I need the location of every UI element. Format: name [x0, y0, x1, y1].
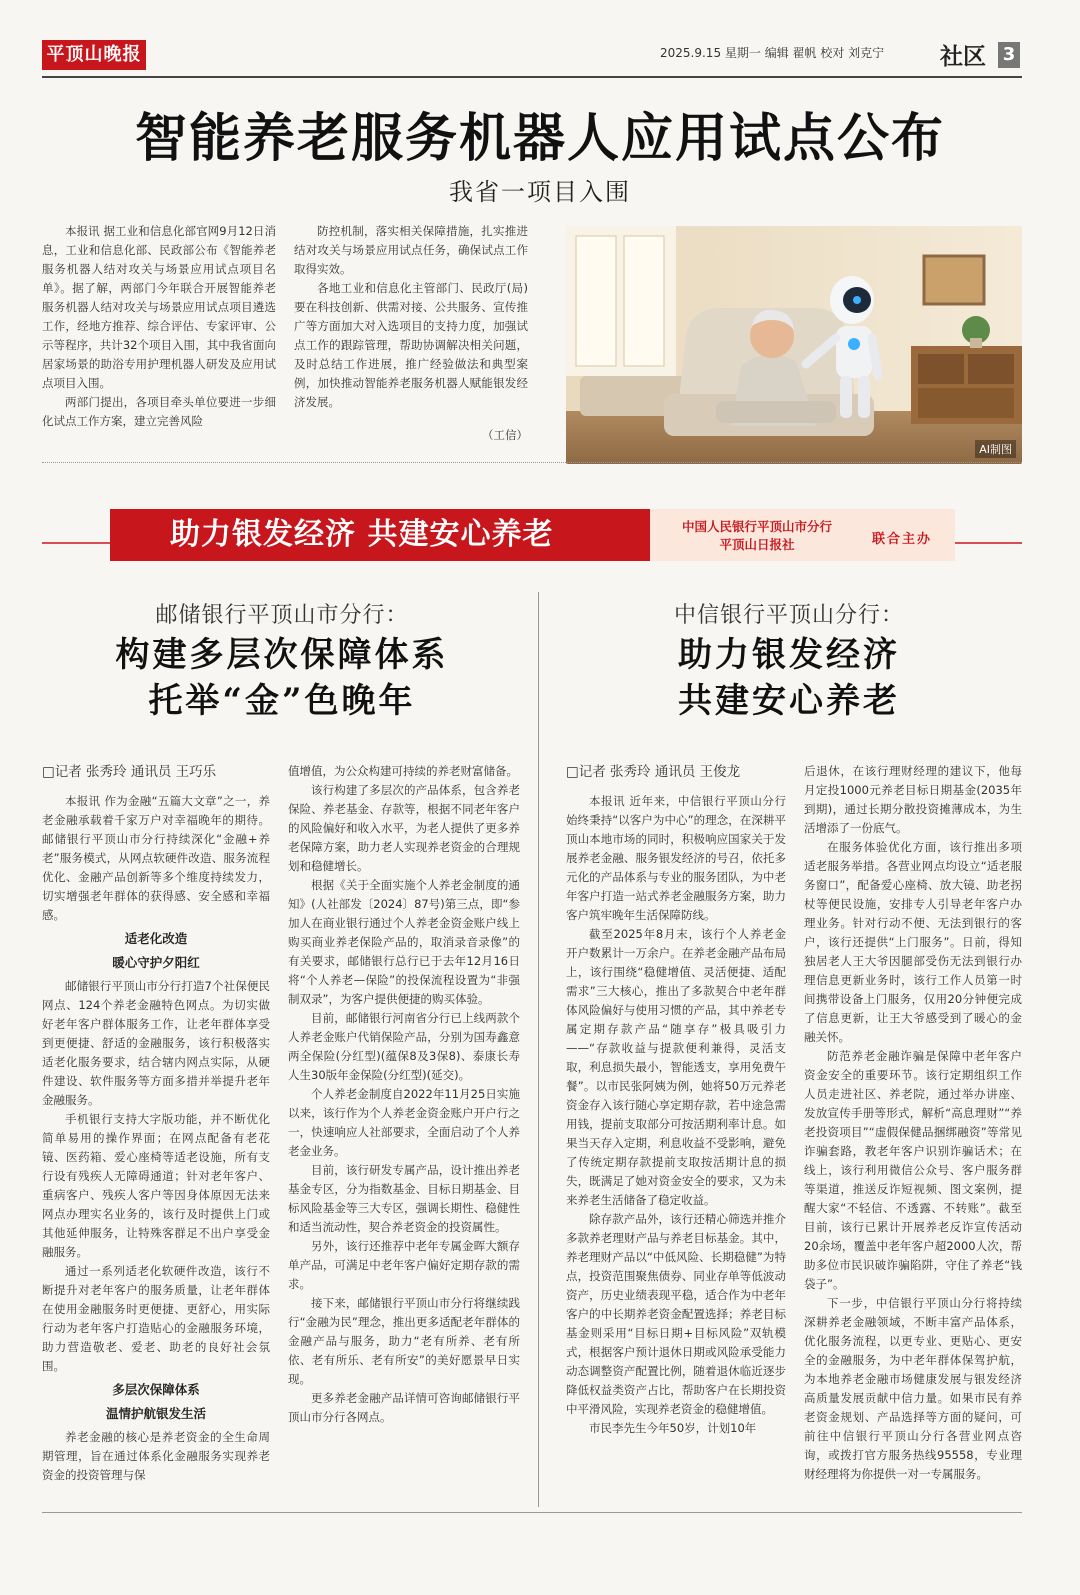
sponsor-1: 中国人民银行平顶山市分行 [682, 519, 833, 534]
footer-rule [42, 1512, 1022, 1513]
paragraph: 除存款产品外，该行还精心筛选并推介多款养老理财产品与养老目标基金。其中，养老理财产品以“中低风险、长期稳健”为特点，投资范围聚焦债券、同业存单等低波动资产，历史业绩表现平稳，适合作为中老年客户的中长期养老资金配置选择；养老目标基金则采用“目标日期+目标风险”双轨模式，根据客户预计退休日期或风险承受能力动态调整资产配置比例，随着退休临近逐步降低权益类资产占比，帮助客户在长期投资中平滑风险，实现养老资金的稳健增值。 [566, 1212, 786, 1416]
left-article-column-2 [288, 762, 520, 1510]
left-article-column-1 [42, 792, 270, 1510]
dateline: 2025.9.15 星期一 编辑 翟帆 校对 刘克宁 [660, 46, 885, 60]
title-line-2: 托举“金”色晚年 [148, 681, 416, 721]
paragraph: 接下来，邮储银行平顶山市分行将继续践行“金融为民”理念，推出更多适配老年群体的金融产品与服务，助力“老有所养、老有所依、老有所乐、老有所安”的美好愿景早日实现。 [288, 1296, 520, 1386]
paragraph: 两部门提出，各项目牵头单位要进一步细化试点工作方案，建立完善风险 [42, 395, 276, 428]
news-source: （工信） [482, 428, 528, 442]
right-article-title [556, 632, 1022, 724]
banner-title: 助力银发经济 共建安心养老 [110, 509, 650, 561]
subheading: 暖心守护夕阳红 [112, 955, 200, 970]
lead-subhead: 我省一项目入围 [449, 178, 631, 206]
paragraph: 养老金融的核心是养老资金的全生命周期管理，旨在通过体系化金融服务实现养老资金的投资管理与保 [42, 1430, 270, 1482]
right-article-column-2 [804, 762, 1022, 1510]
paragraph: 本报讯 据工业和信息化部官网9月12日消息，工业和信息化部、民政部公布《智能养老服务机器人结对攻关与场景应用试点项目名单》。据了解，两部门今年联合开展智能养老服务机器人结对攻关与场景应用试点项目遴选工作，经地方推荐、综合评估、专家评审、公示等程序，共计32个项目入围，其中我省面向居家场景的助浴专用护理机器人研发及应用试点项目入围。 [42, 224, 276, 390]
dotted-divider [42, 462, 1022, 463]
subheading: 适老化改造 [124, 931, 188, 946]
paragraph: 目前，邮储银行河南省分行已上线两款个人养老金账户代销保险产品，分别为国寿鑫意两全保险(分红型)(蕴保8及3保8)、泰康长寿人生30版年金保险(分红型)(延交)。 [288, 1011, 520, 1082]
paragraph: 各地工业和信息化主管部门、民政厅(局)要在科技创新、供需对接、公共服务、宣传推广等方面加大对入选项目的支持力度，加强试点工作的跟踪管理，帮助协调解决相关问题，及时总结工作进展，推广经验做法和典型案例，加快推动智能养老服务机器人赋能银发经济发展。 [294, 281, 528, 409]
paragraph: 目前，该行研发专属产品，设计推出养老基金专区，分为指数基金、目标日期基金、目标风险基金等三大专区，强调长期性、稳健性和适当流动性，契合养老资金的投资属性。 [288, 1163, 520, 1234]
section-name: 社区 [940, 43, 986, 70]
paragraph: 通过一系列适老化软硬件改造，该行不断提升对老年客户的服务质量，让老年群体在使用金融服务时更便捷、更舒心，用实际行动为老年客户打造贴心的金融服务环境，助力营造敬老、爱老、助老的良好社会氛围。 [42, 1264, 270, 1373]
paragraph: 后退休，在该行理财经理的建议下，他每月定投1000元养老目标日期基金(2035年到期)，通过长期分散投资摊薄成本，为生活增添了一份底气。 [804, 764, 1022, 835]
paragraph: 本报讯 作为金融“五篇大文章”之一，养老金融承载着千家万户对幸福晚年的期待。邮储银行平顶山市分行持续深化“金融+养老”服务模式，从网点软硬件改造、服务流程优化、金融产品创新等多个维度持续发力，切实增强老年群体的获得感、安全感和幸福感。 [42, 794, 270, 922]
banner-co-host: 联合主办 [872, 532, 933, 547]
column-divider [538, 592, 539, 1507]
paragraph: 防控机制，落实相关保障措施，扎实推进结对攻关与场景应用试点任务，确保试点工作取得实效。 [294, 224, 528, 276]
subheading: 多层次保障体系 [112, 1382, 200, 1397]
left-article-byline: □记者 张秀玲 通讯员 王巧乐 [42, 764, 217, 780]
banner-ornament-right [955, 536, 1022, 550]
banner-ornament-left [42, 536, 110, 550]
paragraph: 在服务体验优化方面，该行推出多项适老服务举措。各营业网点均设立“适老服务窗口”，配备爱心座椅、放大镜、助老拐杖等便民设施，安排专人引导老年客户办理业务。针对行动不便、无法到银行的客户，该行还提供“上门服务”。日前，得知独居老人王大爷因腿部受伤无法到银行办理信息更新业务时，该行工作人员第一时间携带设备上门服务，仅用20分钟便完成了信息更新，让王大爷感受到了暖心的金融关怀。 [804, 840, 1022, 1044]
newspaper-logo: 平顶山晚报 [42, 40, 146, 70]
left-article-bank: 邮储银行平顶山市分行： [155, 603, 409, 628]
paragraph: 截至2025年8月末，该行个人养老金开户数累计一万余户。在养老金融产品布局上，该行围绕“稳健增值、灵活便捷、适配需求”三大核心，推出了多款契合中老年群体风险偏好与使用习惯的产品，其中养老专属定期存款产品“随享存”极具吸引力——“存款收益与提款便利兼得，灵活支取，利息损失最小，智能透支，享用免费午餐”。以市民张阿姨为例，她将50万元养老资金存入该行随心享定期存款，若中途急需用钱，提前支取部分可按活期利率计息。如果当天存入定期，利息收益不受影响，避免了传统定期存款提前支取按活期计息的损失，既满足了她对资金安全的要求，又为未来养老生活储备了稳定收益。 [566, 927, 786, 1207]
paragraph: 另外，该行还推荐中老年专属金晖大额存单产品，可满足中老年客户偏好定期存款的需求。 [288, 1239, 520, 1291]
paragraph: 本报讯 近年来，中信银行平顶山分行始终秉持“以客户为中心”的理念，在深耕平顶山本地市场的同时，积极响应国家关于发展养老金融、服务银发经济的号召，依托多元化的产品体系与专业的服务团队，为中老年客户打造一站式养老金融服务方案，助力客户筑牢晚年生活保障防线。 [566, 794, 786, 922]
paragraph: 更多养老金融产品详情可咨询邮储银行平顶山市分行各网点。 [288, 1391, 520, 1424]
header-rule [42, 76, 1022, 78]
sponsor-2: 平顶山日报社 [719, 537, 795, 552]
right-article-bank: 中信银行平顶山分行： [673, 603, 904, 628]
right-article-column-1 [566, 792, 786, 1510]
illustration-svg [566, 226, 1022, 464]
left-article-title [42, 632, 522, 724]
paragraph: 市民李先生今年50岁，计划10年 [589, 1421, 757, 1435]
paragraph: 防范养老金融诈骗是保障中老年客户资金安全的重要环节。该行定期组织工作人员走进社区、养老院，通过举办讲座、发放宣传手册等形式，解析“高息理财”“养老投资项目”“虚假保健品捆绑融资”等常见诈骗套路，教老年客户识别诈骗话术；在线上，该行利用微信公众号、客户服务群等渠道，推送反诈短视频、图文案例，提醒大家“不轻信、不透露、不转账”。截至目前，该行已累计开展养老反诈宣传活动20余场，覆盖中老年客户超2000人次，帮助多位市民识破诈骗陷阱，守住了养老“钱袋子”。 [804, 1049, 1022, 1291]
lead-headline: 智能养老服务机器人应用试点公布 [134, 108, 945, 169]
right-article-byline: □记者 张秀玲 通讯员 王俊龙 [566, 764, 741, 780]
paragraph: 根据《关于全面实施个人养老金制度的通知》(人社部发〔2024〕87号)第三点，即“参加人在商业银行通过个人养老金资金账户线上购买商业养老保险产品的，取消录音录像”的有关要求，邮储银行总行已于去年12月16日将“个人养老—保险”的投保流程设置为“非强制双录”，为客户提供便捷的购买体验。 [288, 878, 520, 1006]
title-line-1: 构建多层次保障体系 [115, 635, 449, 675]
title-line-1: 助力银发经济 [678, 635, 900, 675]
paragraph: 手机银行支持大字版功能，并不断优化简单易用的操作界面；在网点配备有老花镜、医药箱、爱心座椅等适老设施，所有支行设有残疾人无障碍通道；针对老年客户、重病客户、残疾人客户等因身体原因无法来网点办理实名业务的，该行及时提供上门或其他延伸服务，让特殊客群足不出户享受金融服务。 [42, 1112, 270, 1259]
paragraph: 邮储银行平顶山市分行打造7个社保便民网点、124个养老金融特色网点。为切实做好老年客户群体服务工作，让老年群体享受到更便捷、舒适的金融服务，该行积极落实适老化服务要求，结合辖内网点实际，从硬件建设、软件服务等方面多措并举提升老年金融服务。 [42, 979, 270, 1107]
lead-column-2 [294, 222, 528, 445]
paragraph: 个人养老金制度自2022年11月25日实施以来，该行作为个人养老金资金账户开户行之一，快速响应人社部要求，全面启动了个人养老金业务。 [288, 1087, 520, 1158]
subheading: 温情护航银发生活 [105, 1406, 206, 1421]
banner-sponsors [682, 518, 832, 554]
page-number: 3 [998, 42, 1020, 68]
lead-column-1 [42, 222, 276, 431]
paragraph: 下一步，中信银行平顶山分行将持续深耕养老金融领域，不断丰富产品体系，优化服务流程，以更专业、更贴心、更安全的金融服务，为中老年群体保驾护航，为本地养老金融市场健康发展与银发经济高质量发展贡献中信力量。如果市民有养老资金规划、产品选择等方面的疑问，可前往中信银行平顶山分行各营业网点咨询，或拨打官方服务热线95558，专业理财经理将为你提供一对一专属服务。 [804, 1296, 1022, 1481]
title-line-2: 共建安心养老 [678, 681, 900, 721]
robot-elder-illustration [566, 226, 1022, 464]
ai-image-tag: AI制图 [975, 440, 1016, 458]
paragraph: 值增值，为公众构建可持续的养老财富储备。 [288, 764, 518, 778]
paragraph: 该行构建了多层次的产品体系，包含养老保险、养老基金、存款等，根据不同老年客户的风险偏好和收入水平，为老人提供了更多养老保障方案，助力老人实现养老资金的合理规划和稳健增长。 [288, 783, 520, 873]
